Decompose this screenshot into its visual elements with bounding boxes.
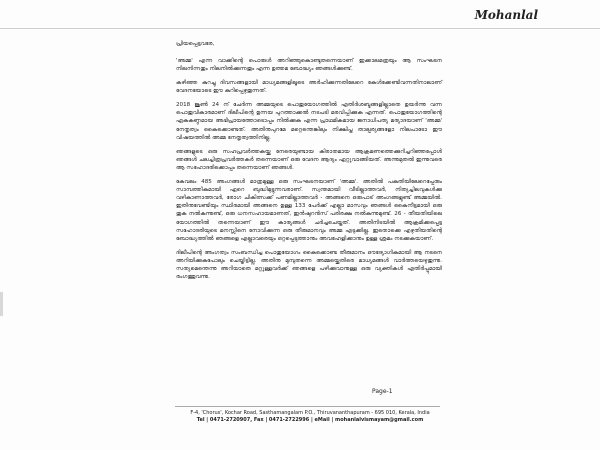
letter-body: [176, 40, 442, 287]
paragraph: കേവലം 485 അംഗങ്ങൾ മാത്രമുള്ള ഒരു സംഘടനയാണ് 'അമ്മ'. അതിൽ പകുതിയിലേറെപ്പേരും സാമ്പത്തികമായി ഏറെ ബുദ്ധിമുട്ടുന്നവരാണ്. സ്വന്തമായി വീടില്ലാത്തവർ, നിത്യച്ചിലവുകൾക്കു വഴികാണാത്തവർ, രോഗ ചികിത്സക്ക് പണമില്ലാത്തവർ - അങ്ങനെ ഒരുപാട് അംഗങ്ങളുണ്ട് അമ്മയിൽ. ഇതിനുവേണ്ടിയും സ്ഥിരമായി അങ്ങനെ ഉള്ള 133 പേർക്ക് എല്ലാ മാസവും ഞങ്ങൾ കൈനീട്ടമായി ഒരു തുക നൽകുന്നുണ്ട്, ഒരു ധനസഹായമാണത്, ഇൻഷുറൻസ് പരിരക്ഷ നൽകുന്നുമുണ്ട്. 26 - തീയതിയിലെ യോഗത്തിൽ തന്നെയാണ് ഈ കാര്യങ്ങൾ ചർച്ചചെയ്തത്. അതിനിടയിൽ ആക്രമിക്കപ്പെട്ട സഹോദരിയുടെ മനസ്സിനെ നോവിക്കുന്ന ഒരു തീരുമാനവും അമ്മ എടുക്കില്ല. ഇതൊക്കെ എഴുതിയതിന്റെ ബോദ്ധ്യത്തിൽ ഞങ്ങളെ എല്ലാവരെയും ഒറ്റപ്പെടുത്താനും അവഹേളിക്കാനും ഉള്ള ശ്രമം നടക്കുകയാണ്.: [176, 178, 442, 243]
scan-edge-mark: [0, 292, 3, 316]
page-number: Page-1: [372, 388, 393, 395]
footer-address: F-4, 'Chorus', Kochar Road, Sasthamangalam P.O., Thiruvananthapuram - 695 010, Kerala, India: [190, 410, 430, 416]
signature: Mohanlal: [474, 8, 538, 22]
footer-contact: Tel | 0471-2720907, Fax | 0471-2722996 | eMail | mohanlalvismayam@gmail.com: [196, 417, 424, 423]
paragraph: ഞങ്ങളുടെ ഒരു സഹപ്രവർത്തകയ്ക്കു നേരെയുണ്ടായ കിരാതമായ ആക്രമണത്തെക്കുറിച്ചറിഞ്ഞപ്പോൾ ഞങ്ങൾ ചലച്ചിത്രപ്രവർത്തകർ തന്നെയാണ് ഒരു വേദന ആദ്യം ഏറ്റുവാങ്ങിയത്. അന്നുമുതൽ ഇന്നുവരെ ആ സഹോദരിക്കൊപ്പം തന്നെയാണ് ഞങ്ങൾ.: [176, 148, 442, 171]
paragraph: 'അമ്മ' എന്ന വാക്കിന്റെ പൊരുൾ അറിഞ്ഞുകൊണ്ടുതന്നെയാണ് ഇക്കാലമത്രയും ആ സംഘടന നിലനിന്നതും നിലനിൽക്കുന്നതും എന്ന ഉത്തമ ബോദ്ധ്യം ഞങ്ങൾക്കുണ്ട്.: [176, 58, 442, 73]
paragraph: ദിലീപിന്റെ അംഗത്വം സംബന്ധിച്ച പൊതുയോഗം കൈക്കൊണ്ട തീരുമാനം ഔദ്യോഗികമായി ആ നടനെ അറിയിക്കുകപോലും ചെയ്തിട്ടില്ല. അതിനു മുമ്പുതന്നെ അമ്മയ്ക്കെതിരെ മാധ്യമങ്ങൾ വാർത്തയെഴുതുന്നു. സത്യമെന്തെന്നു അറിയാതെ മറ്റുള്ളവർക്ക് ഞങ്ങളെ പഴിക്കുവാനുള്ള ഒരു വ്യക്തികൾ എതിർപ്പുമായി രംഗത്തുവന്നു.: [176, 249, 442, 281]
salutation: പ്രിയപ്പെട്ടവരേ,: [176, 41, 215, 47]
header-divider: [0, 28, 600, 29]
paragraph: കഴിഞ്ഞ കുറച്ചു ദിവസങ്ങളായി മാധ്യമങ്ങളിലൂടെ അർഹിക്കുന്നതിലേറെ കേൾക്കേണ്ടിവന്നതിനാലാണ് വേദനയോടെ ഈ കുറിപ്പെഴുതുന്നത്.: [176, 80, 442, 95]
footer-divider: [175, 406, 440, 407]
paragraph: 2018 ജൂൺ 24 ന് ചേർന്ന അമ്മയുടെ പൊതുയോഗത്തിൽ എതിർശബ്ദങ്ങളില്ലാതെ ഉയർന്നു വന്ന പൊതുവികാരമാണ് ദിലീപിന്റെ ഉന്നയ പുറത്താക്കൽ നടപടി മരവിപ്പിക്കുക എന്നത്. പൊതുയോഗത്തിന്റെ ഏകകണ്ഠമായ അഭിപ്രായത്തോടൊപ്പം നിൽക്കുക എന്ന പ്രാഥമികമായ ജനാധിപത്യ മര്യാദയാണ് 'അമ്മ' നേതൃത്വം കൈക്കൊണ്ടത്. അതിനുപുറമേ മറ്റെന്തെങ്കിലും നിക്ഷിപ്ത താല്പര്യങ്ങളോ നിലപാടോ ഈ വിഷയത്തിൽ അമ്മ നേതൃത്വത്തിനില്ല.: [176, 102, 442, 141]
footer: [180, 410, 440, 424]
